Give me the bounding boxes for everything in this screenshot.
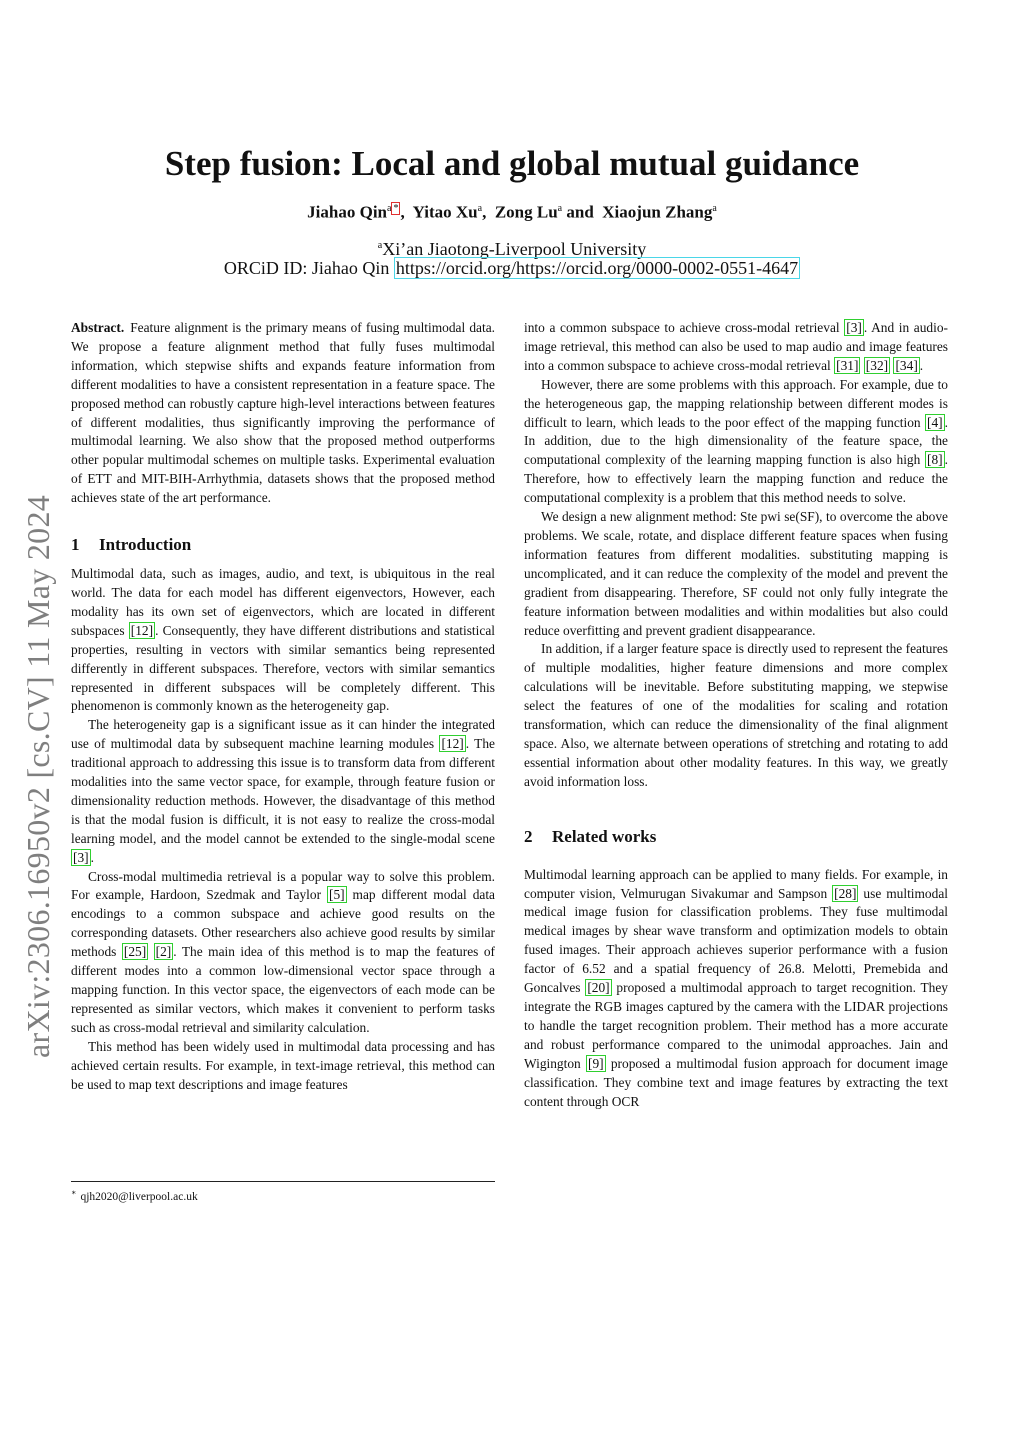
- paragraph-text: .: [919, 357, 924, 373]
- citation-link[interactable]: [20]: [587, 980, 610, 996]
- author-name: Zong Lu: [494, 202, 558, 222]
- section-title: Related works: [552, 826, 657, 846]
- citation-link[interactable]: [34]: [895, 357, 918, 373]
- paragraph: In addition, if a larger feature space is directly used to represent the features of multiple modalities, higher feature dimensions and more complex calculations will be inevitable. Before substituting mapping, we stepwise select the features of one of the modalities for scaling and rotation transformation, which can reduce the dimensionality of the final alignment space. Also, we alternate between operations of stretching and rotating to add essential information about other modality features. In this way, we greatly avoid information loss.: [524, 641, 948, 789]
- paragraph-text: The heterogeneity gap is a significant issue as it can hinder the integrated use of multimodal data by subsequent machine learning modules: [71, 717, 495, 752]
- paragraph-text: [148, 944, 153, 959]
- paper-title: Step fusion: Local and global mutual guidance: [164, 144, 860, 183]
- paragraph-text: . The main idea of this method is to map the features of different modes into a common low-dimensional vector space through a mapping function. In this vector space, the eigenvectors of each mode can be represented as similar vectors, which makes it convenient to perform tasks such as cross-modal retrieval and similarity calculation.: [71, 944, 495, 1035]
- footnote-mark: ∗: [71, 1188, 77, 1197]
- paragraph-text: .: [90, 849, 94, 865]
- citation-link[interactable]: [32]: [865, 357, 889, 373]
- author-list: Jiahao Qin$^a$ * , Yitao Xu$^a$, Zong Lu$^a$ and Xiaojun Zhang$^a$: [307, 202, 717, 222]
- affiliation-mark: a: [377, 240, 383, 251]
- paragraph-text: However, there are some problems with this approach. For example, due to the heterogeneous gap, the mapping relationship between different modes is difficult to learn, which leads to the poor effect of the mapping function: [524, 376, 948, 430]
- footnote-email: qjh2020@liverpool.ac.uk: [80, 1190, 198, 1203]
- affiliation-name: Xi’an Jiaotong-Liverpool University: [382, 239, 647, 259]
- paragraph: This method has been widely used in multimodal data processing and has achieved certain results. For example, in text-image retrieval, this method can be used to map text descriptions and image features: [71, 1038, 495, 1092]
- citation-link[interactable]: [5]: [329, 887, 345, 903]
- right-column: [524, 319, 948, 1111]
- arxiv-identifier-stamp: arXiv:2306.16950v2 [cs.CV] 11 May 2024: [20, 494, 56, 1058]
- paragraph: We design a new alignment method: Ste pwi se(SF), to overcome the above problems. We scale, rotate, and displace different feature spaces when fusing information features from different modalities. substituting mapping is uncomplicated, and it can reduce the complexity of the model and prevent the gradient from disappearing. Therefore, SF could not only fully integrate the feature information between modalities and within modalities but also could reduce overfitting and prevent gradient disappearance.: [524, 509, 948, 638]
- paragraph-text: . The traditional approach to addressing this issue is to transform data from different modalities into the same vector space, for example, through feature fusion or dimensionality reduction methods. However, the disadvantage of this method is that the modal fusion is difficult, it is not easy to realize the cross-modal learning model, and the model cannot be extended to the single-modal scene: [71, 736, 495, 846]
- footnote-divider: [71, 1181, 495, 1182]
- paragraph-text: proposed a multimodal fusion approach for document image classification. They combine text and image features by extracting the text content through OCR: [524, 1055, 948, 1109]
- citation-link[interactable]: [12]: [441, 736, 464, 752]
- orcid-line: [0, 257, 1024, 279]
- section-title: Introduction: [99, 535, 192, 555]
- author-affil-mark: a: [712, 203, 717, 214]
- author-affil-mark: a: [477, 203, 483, 214]
- paragraph-text: Multimodal learning approach can be applied to many fields. For example, in computer vision, Velmurugan Sivakumar and Sampson: [524, 866, 948, 901]
- paragraph-text: . And in audio-image retrieval, this method can also be used to map audio and image features into a common subspace to achieve cross-modal retrieval: [524, 320, 948, 373]
- author-name: Xiaojun Zhang: [602, 202, 713, 222]
- paragraph: [524, 376, 948, 508]
- author-name: Yitao Xu: [412, 202, 478, 222]
- footnote-link[interactable]: *: [393, 203, 399, 214]
- paragraph: [524, 319, 948, 376]
- paragraph-text: Cross-modal multimedia retrieval is a popular way to solve this problem. For example, Hardoon, Szedmak and Taylor: [71, 868, 495, 903]
- paragraph-text: into a common subspace to achieve cross-modal retrieval: [524, 320, 845, 335]
- citation-link[interactable]: [9]: [587, 1055, 604, 1071]
- citation-link[interactable]: [2]: [155, 944, 172, 960]
- paragraph-text: Multimodal data, such as images, audio, and text, is ubiquitous in the real world. The data for each model has different eigenvectors, However, each modality has its own set of eigenvectors, which are located in different subspaces: [71, 566, 495, 638]
- citation-link[interactable]: [31]: [836, 357, 859, 373]
- paragraph-text: proposed a multimodal approach to target recognition. They integrate the RGB images captured by the camera with the LIDAR projections to handle the target recognition problem. Their method has a more accurate and robust performance compared to the unimodal approaches. Jain and Wigington: [524, 980, 948, 1071]
- citation-link[interactable]: [4]: [927, 414, 943, 430]
- citation-link[interactable]: [3]: [73, 849, 89, 865]
- citation-link[interactable]: [12]: [130, 622, 154, 638]
- paragraph: [71, 565, 495, 716]
- citation-link[interactable]: [3]: [846, 320, 862, 335]
- citation-link[interactable]: [8]: [927, 452, 943, 468]
- left-column: [71, 319, 495, 1094]
- paragraph-text: use multimodal medical image fusion for classification problems. They fuse multimodal medical images by shear wave transform and optimization models to obtain fused images. Their approach achieves superior performance with a fusion factor of 6.52 and a spatial frequency of 26.8. Melotti, Premebida and Goncalves: [524, 885, 948, 996]
- orcid-link[interactable]: https://orcid.org/https://orcid.org/0000-0002-0551-4647: [395, 258, 799, 278]
- paragraph: [71, 868, 495, 1038]
- author-name: Jiahao Qin: [307, 202, 388, 222]
- section-heading-related-works: [524, 826, 948, 848]
- author-connector: and: [566, 202, 594, 222]
- abstract-label: Abstract.: [71, 320, 125, 335]
- author-affil-mark: a: [387, 203, 392, 214]
- abstract-text: Feature alignment is the primary means of fusing multimodal data. We propose a feature alignment method that fully fuses multimodal information, which stepwise shifts and expands feature information from different modalities to have a consistent representation in a feature space. The proposed method can robustly capture high-level interactions between features of different modalities, thus significantly improving the performance of multimodal learning. We also show that the proposed method outperforms other popular multimodal schemes on multiple tasks. Experimental evaluation of ETT and MIT-BIH-Arrhythmia, datasets shows that the proposed method achieves state of the art performance.: [71, 320, 495, 506]
- paragraph-text: . Consequently, they have different distributions and statistical properties, resulting in vectors with similar semantics being represented differently in different subspaces. Therefore, vectors with similar semantics represented in different subspaces will be completely different. This phenomenon is commonly known as the heterogeneity gap.: [71, 622, 495, 714]
- citation-link[interactable]: [25]: [123, 944, 147, 960]
- section-number: 1: [71, 535, 80, 555]
- paragraph: [524, 866, 948, 1112]
- orcid-prefix: ORCiD ID: Jiahao Qin: [223, 258, 390, 278]
- citation-link[interactable]: [28]: [834, 885, 857, 901]
- paragraph-text: . Therefore, how to effectively learn the mapping function and reduce the computational complexity is a problem that this method needs to solve.: [524, 452, 948, 506]
- paragraph: [71, 716, 495, 867]
- paragraph-text: . In addition, due to the high dimensionality of the feature space, the computational complexity of the learning mapping function is also high: [524, 414, 948, 468]
- paragraph-text: map different modal data encodings to a common subspace and achieve good results on the corresponding datasets. Other researchers also achieve good results by similar methods: [71, 887, 496, 960]
- section-heading-introduction: [71, 534, 495, 556]
- footnote: [71, 1186, 198, 1204]
- author-affil-mark: a: [557, 203, 563, 214]
- section-number: 2: [524, 826, 533, 846]
- abstract: [71, 319, 495, 508]
